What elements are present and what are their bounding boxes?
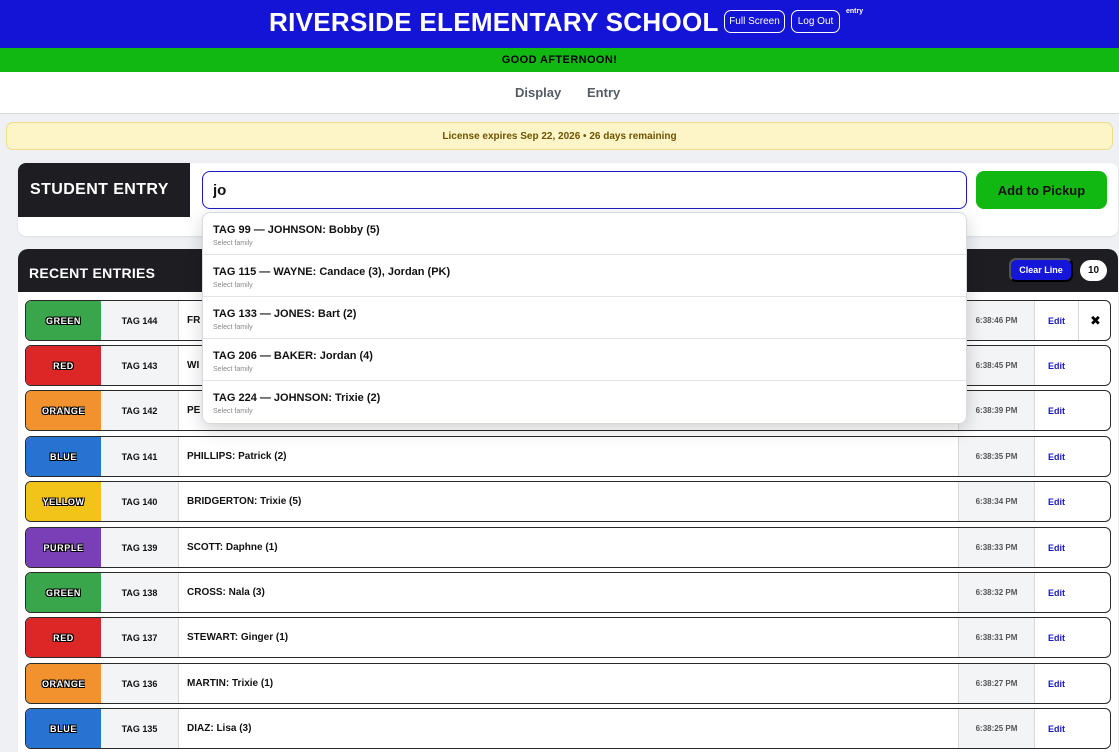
entry-time: 6:38:39 PM: [958, 391, 1034, 430]
tag-number: TAG 141: [101, 437, 179, 476]
entry-row: [25, 617, 1111, 658]
color-swatch: RED: [26, 618, 101, 657]
family-name: BRIDGERTON: Trixie (5): [187, 496, 302, 507]
suggestion-hint: Select family: [213, 240, 253, 247]
family-name: WI: [187, 360, 200, 371]
color-swatch: ORANGE: [26, 664, 101, 703]
suggestion-item[interactable]: [203, 255, 966, 297]
entry-row: [25, 572, 1111, 613]
entry-row: [25, 708, 1111, 749]
family-name: SCOTT: Daphne (1): [187, 542, 278, 553]
edit-button[interactable]: Edit: [1034, 664, 1078, 703]
edit-button[interactable]: Edit: [1034, 528, 1078, 567]
student-search-input[interactable]: [202, 171, 967, 209]
entry-row: [25, 527, 1111, 568]
entry-time: 6:38:25 PM: [958, 709, 1034, 748]
school-title: RIVERSIDE ELEMENTARY SCHOOL: [269, 7, 719, 37]
mode-tag: entry: [846, 8, 864, 15]
suggestion-item[interactable]: [203, 381, 966, 423]
close-icon[interactable]: ✖: [1078, 301, 1111, 340]
entry-row: [25, 663, 1111, 704]
full-screen-button[interactable]: Full Screen: [724, 10, 785, 33]
family-name: PE: [187, 405, 201, 416]
suggestion-label: TAG 133 — JONES: Bart (2): [213, 308, 357, 320]
suggestion-label: TAG 99 — JOHNSON: Bobby (5): [213, 224, 380, 236]
tag-number: TAG 137: [101, 618, 179, 657]
color-swatch: YELLOW: [26, 482, 101, 521]
tag-number: TAG 143: [101, 346, 179, 385]
suggestion-label: TAG 115 — WAYNE: Candace (3), Jordan (PK): [213, 266, 451, 278]
entry-time: 6:38:35 PM: [958, 437, 1034, 476]
suggestion-item[interactable]: [203, 297, 966, 339]
family-name: DIAZ: Lisa (3): [187, 723, 252, 734]
suggestions-dropdown: [202, 212, 967, 424]
suggestion-label: TAG 206 — BAKER: Jordan (4): [213, 350, 373, 362]
family-name: MARTIN: Trixie (1): [187, 678, 274, 689]
entry-row: [25, 436, 1111, 477]
nav-entry-link[interactable]: Entry: [587, 85, 621, 100]
entries-count-badge: 10: [1080, 260, 1107, 281]
edit-button[interactable]: Edit: [1034, 346, 1078, 385]
suggestion-hint: Select family: [213, 408, 253, 415]
tag-number: TAG 140: [101, 482, 179, 521]
edit-button[interactable]: Edit: [1034, 618, 1078, 657]
family-name: CROSS: Nala (3): [187, 587, 265, 598]
color-swatch: RED: [26, 346, 101, 385]
entry-time: 6:38:27 PM: [958, 664, 1034, 703]
family-name: STEWART: Ginger (1): [187, 632, 289, 643]
entry-time: 6:38:45 PM: [958, 346, 1034, 385]
suggestion-hint: Select family: [213, 282, 253, 289]
tag-number: TAG 139: [101, 528, 179, 567]
entry-row: [25, 481, 1111, 522]
edit-button[interactable]: Edit: [1034, 573, 1078, 612]
suggestion-item[interactable]: [203, 339, 966, 381]
family-name: PHILLIPS: Patrick (2): [187, 451, 287, 462]
recent-entries-title: RECENT ENTRIES: [29, 265, 156, 281]
suggestion-label: TAG 224 — JOHNSON: Trixie (2): [213, 392, 381, 404]
edit-button[interactable]: Edit: [1034, 437, 1078, 476]
student-entry-title: STUDENT ENTRY: [18, 163, 190, 217]
nav-bar: [0, 72, 1119, 114]
color-swatch: BLUE: [26, 709, 101, 748]
edit-button[interactable]: Edit: [1034, 482, 1078, 521]
add-to-pickup-button[interactable]: Add to Pickup: [976, 171, 1107, 209]
suggestion-hint: Select family: [213, 366, 253, 373]
tag-number: TAG 135: [101, 709, 179, 748]
clear-line-button[interactable]: Clear Line: [1009, 258, 1073, 282]
top-header: [0, 0, 1119, 48]
suggestion-item[interactable]: [203, 213, 966, 255]
family-name: FR: [187, 315, 201, 326]
entry-time: 6:38:34 PM: [958, 482, 1034, 521]
tag-number: TAG 142: [101, 391, 179, 430]
edit-button[interactable]: Edit: [1034, 709, 1078, 748]
color-swatch: GREEN: [26, 301, 101, 340]
color-swatch: PURPLE: [26, 528, 101, 567]
color-swatch: BLUE: [26, 437, 101, 476]
tag-number: TAG 144: [101, 301, 179, 340]
tag-number: TAG 136: [101, 664, 179, 703]
entry-time: 6:38:33 PM: [958, 528, 1034, 567]
license-banner: License expires Sep 22, 2026 • 26 days remaining: [6, 122, 1113, 150]
logout-button[interactable]: Log Out: [791, 10, 840, 33]
color-swatch: ORANGE: [26, 391, 101, 430]
entry-time: 6:38:32 PM: [958, 573, 1034, 612]
tag-number: TAG 138: [101, 573, 179, 612]
suggestion-hint: Select family: [213, 324, 253, 331]
nav-display-link[interactable]: Display: [515, 85, 562, 100]
entry-time: 6:38:31 PM: [958, 618, 1034, 657]
edit-button[interactable]: Edit: [1034, 301, 1078, 340]
greeting-banner: GOOD AFTERNOON!: [0, 48, 1119, 72]
entry-time: 6:38:46 PM: [958, 301, 1034, 340]
color-swatch: GREEN: [26, 573, 101, 612]
edit-button[interactable]: Edit: [1034, 391, 1078, 430]
